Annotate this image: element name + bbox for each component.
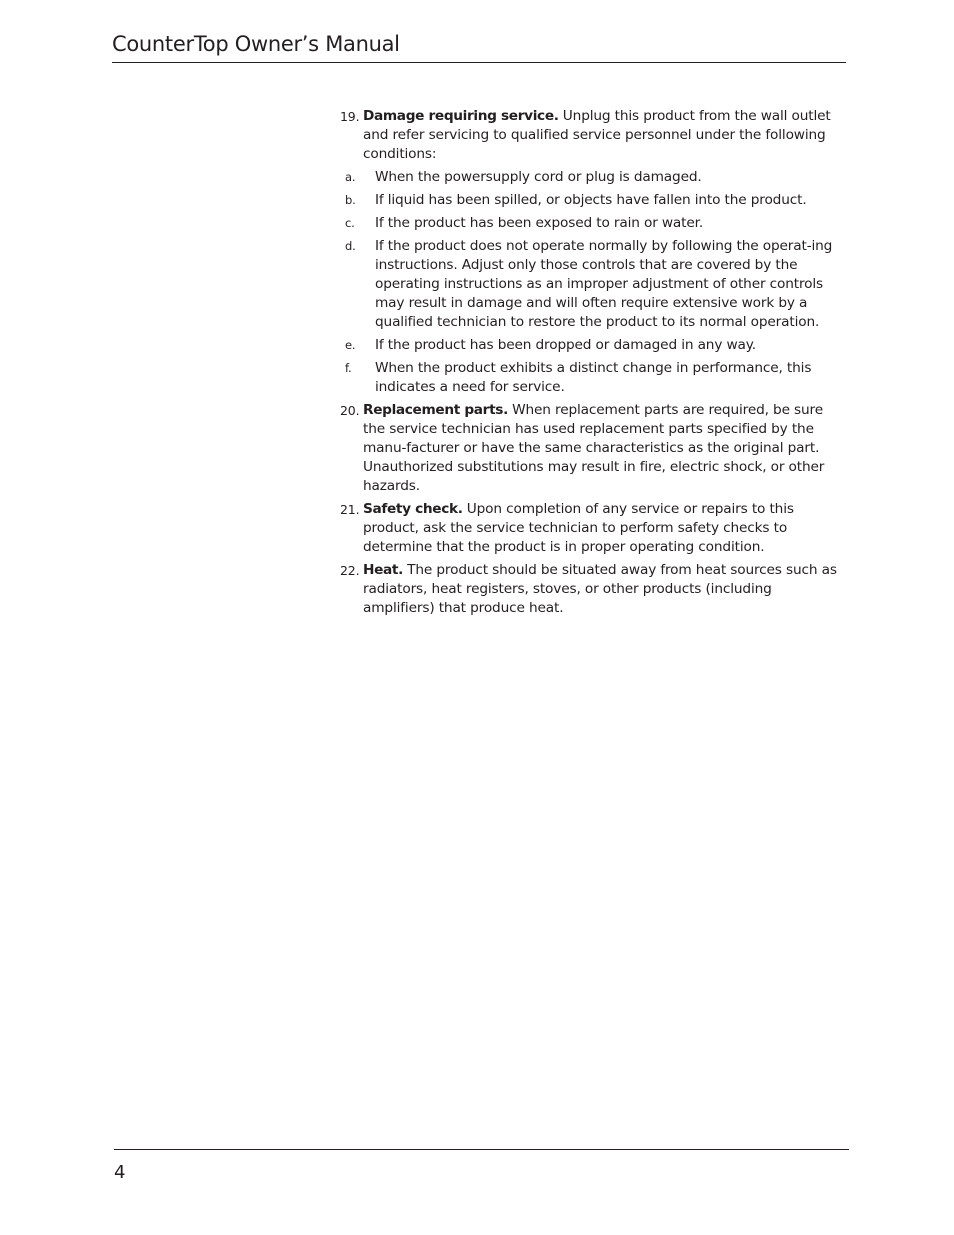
sub-item-text: If the product has been exposed to rain or water.: [375, 215, 704, 231]
sub-item-f: [340, 359, 846, 397]
item-number: 20.: [340, 403, 360, 418]
item-text: Unplug this product from the wall outlet and refer servicing to qualified service personnel under the following conditions:: [363, 108, 831, 162]
sub-item-letter: c.: [345, 216, 355, 230]
item-number: 21.: [340, 502, 360, 517]
sub-item-letter: e.: [345, 338, 356, 352]
safety-instructions-list: [340, 107, 846, 622]
sub-item-e: [340, 336, 846, 355]
sub-item-text: If the product has been dropped or damaged in any way.: [375, 337, 756, 353]
item-heading: Safety check.: [363, 501, 463, 517]
sub-item-letter: b.: [345, 193, 356, 207]
sub-item-letter: f.: [345, 361, 352, 375]
list-item-19: [340, 107, 846, 164]
condition-sublist: [340, 168, 846, 397]
item-heading: Heat.: [363, 562, 403, 578]
page-footer: [114, 1149, 849, 1183]
sub-item-text: If liquid has been spilled, or objects have fallen into the product.: [375, 192, 807, 208]
sub-item-a: [340, 168, 846, 187]
item-text: Upon completion of any service or repairs to this product, ask the service technician to perform safety checks to determine that the product is in proper operating condition.: [363, 501, 794, 555]
sub-item-text: If the product does not operate normally by following the operat-ing instructions. Adjust only those controls that are covered by the operating instructions as an improper adjustment of other controls may result in damage and will often require extensive work by a qualified technician to restore the product to its normal operation.: [375, 238, 833, 330]
list-item-21: [340, 500, 846, 557]
sub-item-d: [340, 237, 846, 332]
list-item-22: [340, 561, 846, 618]
list-item-20: [340, 401, 846, 496]
item-number: 22.: [340, 563, 360, 578]
item-heading: Damage requiring service.: [363, 108, 559, 124]
sub-item-text: When the powersupply cord or plug is damaged.: [375, 169, 702, 185]
sub-item-letter: a.: [345, 170, 356, 184]
page-header: [112, 30, 846, 63]
sub-item-b: [340, 191, 846, 210]
item-text: When replacement parts are required, be sure the service technician has used replacement parts specified by the manu-facturer or have the same characteristics as the original part. Unauthorized substitutions may result in fire, electric shock, or other hazards.: [363, 402, 825, 494]
sub-item-text: When the product exhibits a distinct change in performance, this indicates a need for service.: [375, 360, 812, 395]
sub-item-c: [340, 214, 846, 233]
sub-item-letter: d.: [345, 239, 356, 253]
page-title: CounterTop Owner’s Manual: [112, 32, 400, 56]
item-number: 19.: [340, 109, 360, 124]
item-heading: Replacement parts.: [363, 402, 508, 418]
page-number: 4: [114, 1162, 126, 1183]
item-text: The product should be situated away from heat sources such as radiators, heat registers, stoves, or other products (including amplifiers) that produce heat.: [363, 562, 837, 616]
